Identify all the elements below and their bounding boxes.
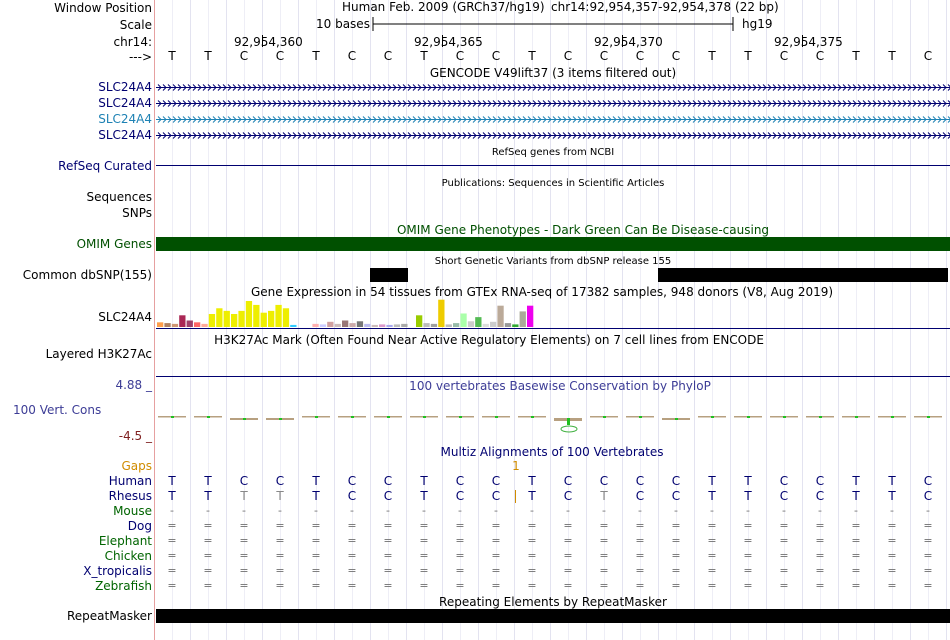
aligned-base: = (203, 579, 213, 592)
aligned-base: = (383, 579, 393, 592)
aligned-base: = (707, 564, 717, 577)
aligned-base: = (311, 564, 321, 577)
aligned-base: = (347, 519, 357, 532)
aligned-base: = (455, 549, 465, 562)
aligned-base: = (599, 564, 609, 577)
phylop-value-mark (387, 416, 390, 418)
aligned-base: = (779, 519, 789, 532)
aligned-base: = (671, 549, 681, 562)
aligned-base: = (527, 579, 537, 592)
aligned-base: C (347, 489, 357, 503)
conservation-max-label: 4.88 _ (115, 378, 152, 392)
aligned-base: = (743, 549, 753, 562)
aligned-base: = (707, 519, 717, 532)
gtex-track-label[interactable]: SLC24A4 (98, 310, 152, 324)
aligned-base: - (746, 504, 750, 517)
aligned-base: = (635, 534, 645, 547)
aligned-base: - (638, 504, 642, 517)
species-label-dog[interactable]: Dog (127, 519, 152, 533)
aligned-base: = (527, 534, 537, 547)
base-letter: T (168, 49, 176, 63)
aligned-base: = (851, 564, 861, 577)
aligned-base: = (455, 579, 465, 592)
aligned-base: - (602, 504, 606, 517)
aligned-base: - (494, 504, 498, 517)
aligned-base: = (635, 549, 645, 562)
aligned-base: C (383, 489, 393, 503)
base-letter: C (383, 49, 393, 63)
aligned-base: T (528, 489, 536, 503)
aligned-base: - (818, 504, 822, 517)
aligned-base: = (203, 519, 213, 532)
aligned-base: = (239, 534, 249, 547)
aligned-base: = (599, 534, 609, 547)
aligned-base: T (708, 489, 716, 503)
aligned-base: = (635, 564, 645, 577)
aligned-base: C (491, 489, 501, 503)
aligned-base: C (923, 474, 933, 488)
aligned-base: - (458, 504, 462, 517)
phylop-value-mark (279, 418, 282, 420)
aligned-base: = (851, 519, 861, 532)
position-text: chr14:92,954,357-92,954,378 (22 bp) (551, 0, 779, 14)
aligned-base: = (815, 564, 825, 577)
aligned-base: = (383, 519, 393, 532)
phylop-value-mark (711, 416, 714, 418)
phylop-value-mark (639, 416, 642, 418)
coord-label-4: 92,954,375 (774, 35, 843, 49)
browser-track-image[interactable] (156, 0, 950, 640)
aligned-base: T (204, 474, 212, 488)
phylop-track-title: 100 vertebrates Basewise Conservation by PhyloP (409, 379, 711, 393)
aligned-base: T (600, 489, 608, 503)
phylop-value-mark (747, 416, 750, 418)
multiz-row (156, 474, 950, 489)
aligned-base: = (527, 549, 537, 562)
aligned-base: = (599, 519, 609, 532)
aligned-base: T (708, 474, 716, 488)
omim-track-title: OMIM Gene Phenotypes - Dark Green Can Be Disease-causing (396, 223, 770, 237)
dbsnp-track-label[interactable]: Common dbSNP(155) (22, 268, 152, 282)
aligned-base: - (566, 504, 570, 517)
aligned-base: = (779, 549, 789, 562)
multiz-row (156, 489, 950, 504)
aligned-base: = (851, 579, 861, 592)
phylop-conservation-plot[interactable] (156, 0, 950, 440)
aligned-base: T (168, 489, 176, 503)
aligned-base: = (347, 579, 357, 592)
aligned-base: C (779, 474, 789, 488)
aligned-base: T (312, 474, 320, 488)
aligned-base: = (527, 564, 537, 577)
insertion-marker (515, 490, 516, 503)
aligned-base: = (815, 579, 825, 592)
base-letter: C (815, 49, 825, 63)
aligned-base: = (887, 534, 897, 547)
aligned-base: T (744, 474, 752, 488)
phylop-value-mark (927, 416, 930, 418)
multiz-track-title: Multiz Alignments of 100 Vertebrates (440, 445, 664, 459)
strand-arrow-label: ---> (128, 50, 152, 64)
refseq-track-title: RefSeq genes from NCBI (491, 147, 615, 158)
base-letter: C (239, 49, 249, 63)
aligned-base: - (314, 504, 318, 517)
aligned-base: C (671, 489, 681, 503)
aligned-base: = (455, 564, 465, 577)
aligned-base: = (203, 549, 213, 562)
phylop-value-mark (675, 418, 678, 420)
aligned-base: = (815, 549, 825, 562)
aligned-base: = (419, 564, 429, 577)
phylop-value-mark (531, 416, 534, 418)
aligned-base: = (491, 564, 501, 577)
aligned-base: T (852, 474, 860, 488)
sequences-track-label[interactable]: Sequences (86, 190, 152, 204)
aligned-base: = (923, 549, 933, 562)
aligned-base: T (744, 489, 752, 503)
repeatmasker-track-label[interactable]: RepeatMasker (66, 609, 152, 623)
aligned-base: T (168, 474, 176, 488)
species-label-human[interactable]: Human (108, 474, 152, 488)
aligned-base: = (887, 549, 897, 562)
coord-label-3: 92,954,370 (594, 35, 663, 49)
species-label-zebrafish[interactable]: Zebrafish (95, 579, 152, 593)
aligned-base: = (491, 534, 501, 547)
base-letter: T (708, 49, 716, 63)
aligned-base: C (455, 474, 465, 488)
aligned-base: C (779, 489, 789, 503)
aligned-base: = (887, 579, 897, 592)
base-letter: T (204, 49, 212, 63)
aligned-base: = (815, 519, 825, 532)
gtex-track-title: Gene Expression in 54 tissues from GTEx RNA-seq of 17382 samples, 948 donors (V8, Aug 2019) (250, 285, 834, 299)
h3k27ac-track-title: H3K27Ac Mark (Often Found Near Active Regulatory Elements) on 7 cell lines from ENCODE (214, 333, 764, 347)
aligned-base: = (347, 534, 357, 547)
aligned-base: C (923, 489, 933, 503)
aligned-base: = (419, 579, 429, 592)
aligned-base: = (563, 564, 573, 577)
aligned-base: - (170, 504, 174, 517)
phylop-value-mark (243, 418, 246, 420)
phylop-value-mark (891, 416, 894, 418)
aligned-base: = (491, 519, 501, 532)
phylop-value-mark (351, 416, 354, 418)
aligned-base: = (275, 549, 285, 562)
aligned-base: - (278, 504, 282, 517)
aligned-base: = (311, 579, 321, 592)
base-letter: C (491, 49, 501, 63)
base-letter: C (923, 49, 933, 63)
phylop-value-mark (171, 416, 174, 418)
aligned-base: = (671, 579, 681, 592)
aligned-base: = (743, 579, 753, 592)
aligned-base: = (599, 579, 609, 592)
aligned-base: = (563, 519, 573, 532)
phylop-value-mark (207, 416, 210, 418)
aligned-base: = (779, 534, 789, 547)
phylop-value-mark (459, 416, 462, 418)
conservation-track-label[interactable]: 100 Vert. Cons (13, 403, 102, 417)
gencode-track-title: GENCODE V49lift37 (3 items filtered out) (429, 66, 677, 80)
aligned-base: = (311, 534, 321, 547)
aligned-base: T (420, 489, 428, 503)
multiz-row (156, 579, 950, 594)
repeatmasker-track-title: Repeating Elements by RepeatMasker (439, 595, 667, 609)
aligned-base: = (491, 579, 501, 592)
coord-label-1: 92,954,360 (234, 35, 303, 49)
aligned-base: T (420, 474, 428, 488)
conservation-min-label: -4.5 _ (118, 429, 152, 443)
aligned-base: = (707, 534, 717, 547)
aligned-base: = (239, 579, 249, 592)
chrom-label: chr14: (113, 35, 152, 49)
aligned-base: - (674, 504, 678, 517)
gencode-item-label-3[interactable]: SLC24A4 (98, 112, 152, 126)
window-position-label: Window Position (54, 1, 152, 15)
aligned-base: = (923, 534, 933, 547)
aligned-base: - (926, 504, 930, 517)
phylop-value-mark (315, 416, 318, 418)
aligned-base: = (239, 519, 249, 532)
aligned-base: C (239, 474, 249, 488)
aligned-base: = (779, 579, 789, 592)
aligned-base: T (204, 489, 212, 503)
aligned-base: = (707, 579, 717, 592)
aligned-base: = (671, 534, 681, 547)
refseq-track-label[interactable]: RefSeq Curated (58, 159, 152, 173)
aligned-base: = (239, 564, 249, 577)
aligned-base: = (599, 549, 609, 562)
aligned-base: = (275, 534, 285, 547)
aligned-base: = (167, 564, 177, 577)
aligned-base: = (203, 564, 213, 577)
aligned-base: T (276, 489, 284, 503)
publications-track-title: Publications: Sequences in Scientific Articles (441, 178, 665, 189)
aligned-base: = (167, 534, 177, 547)
base-letter: C (635, 49, 645, 63)
aligned-base: T (888, 474, 896, 488)
aligned-base: C (383, 474, 393, 488)
species-label-elephant[interactable]: Elephant (98, 534, 152, 548)
aligned-base: = (275, 564, 285, 577)
aligned-base: = (563, 579, 573, 592)
aligned-base: C (635, 489, 645, 503)
phylop-value-mark (423, 416, 426, 418)
aligned-base: = (167, 549, 177, 562)
aligned-base: C (815, 489, 825, 503)
aligned-base: = (419, 549, 429, 562)
aligned-base: - (530, 504, 534, 517)
gencode-item-label-4[interactable]: SLC24A4 (98, 128, 152, 142)
aligned-base: - (422, 504, 426, 517)
aligned-base: - (386, 504, 390, 517)
multiz-row (156, 519, 950, 534)
aligned-base: C (815, 474, 825, 488)
aligned-base: - (854, 504, 858, 517)
aligned-base: = (887, 564, 897, 577)
aligned-base: = (563, 549, 573, 562)
gaps-label: Gaps (121, 459, 152, 473)
base-letter: T (744, 49, 752, 63)
aligned-base: = (275, 519, 285, 532)
aligned-base: T (888, 489, 896, 503)
scale-bar-text: 10 bases (316, 17, 370, 31)
aligned-base: = (851, 549, 861, 562)
aligned-base: = (635, 519, 645, 532)
aligned-base: = (419, 519, 429, 532)
aligned-base: = (815, 534, 825, 547)
aligned-base: = (383, 564, 393, 577)
aligned-base: = (887, 519, 897, 532)
gencode-item-label-1[interactable]: SLC24A4 (98, 80, 152, 94)
species-label-mouse[interactable]: Mouse (113, 504, 152, 518)
aligned-base: C (347, 474, 357, 488)
h3k27ac-track-label[interactable]: Layered H3K27Ac (45, 347, 152, 361)
phylop-value-mark (495, 416, 498, 418)
aligned-base: = (527, 519, 537, 532)
base-letter: C (671, 49, 681, 63)
aligned-base: T (528, 474, 536, 488)
aligned-base: = (491, 549, 501, 562)
aligned-base: - (782, 504, 786, 517)
assembly-text: Human Feb. 2009 (GRCh37/hg19) (342, 0, 545, 14)
aligned-base: = (743, 564, 753, 577)
base-letter: C (455, 49, 465, 63)
aligned-base: = (239, 549, 249, 562)
base-letter: C (275, 49, 285, 63)
aligned-base: C (563, 489, 573, 503)
aligned-base: = (671, 564, 681, 577)
multiz-insert-count: 1 (512, 459, 520, 473)
multiz-row (156, 564, 950, 579)
aligned-base: = (707, 549, 717, 562)
base-letter: T (888, 49, 896, 63)
aligned-base: - (206, 504, 210, 517)
aligned-base: T (240, 489, 248, 503)
aligned-base: = (743, 519, 753, 532)
phylop-outlier-mark (561, 426, 577, 432)
repeatmasker-bar[interactable] (156, 609, 950, 623)
aligned-base: - (890, 504, 894, 517)
snps-track-label[interactable]: SNPs (122, 206, 152, 220)
base-letter: T (420, 49, 428, 63)
aligned-base: = (383, 549, 393, 562)
aligned-base: - (350, 504, 354, 517)
aligned-base: C (671, 474, 681, 488)
omim-track-label[interactable]: OMIM Genes (76, 237, 152, 251)
aligned-base: = (203, 534, 213, 547)
aligned-base: = (419, 534, 429, 547)
aligned-base: T (852, 489, 860, 503)
aligned-base: C (455, 489, 465, 503)
aligned-base: C (599, 474, 609, 488)
aligned-base: = (347, 549, 357, 562)
aligned-base: C (635, 474, 645, 488)
base-letter: C (779, 49, 789, 63)
aligned-base: = (455, 519, 465, 532)
aligned-base: = (563, 534, 573, 547)
phylop-value-mark (855, 416, 858, 418)
aligned-base: C (491, 474, 501, 488)
aligned-base: = (671, 519, 681, 532)
base-letter: T (528, 49, 536, 63)
coord-label-2: 92,954,365 (414, 35, 483, 49)
aligned-base: = (923, 564, 933, 577)
aligned-base: = (923, 579, 933, 592)
phylop-value-mark (783, 416, 786, 418)
aligned-base: = (311, 519, 321, 532)
aligned-base: = (635, 579, 645, 592)
species-label-x-tropicalis[interactable]: X_tropicalis (83, 564, 152, 578)
aligned-base: = (743, 534, 753, 547)
base-letter: T (852, 49, 860, 63)
aligned-base: = (779, 564, 789, 577)
phylop-value-mark (603, 416, 606, 418)
phylop-value-mark (819, 416, 822, 418)
aligned-base: = (383, 534, 393, 547)
multiz-row (156, 534, 950, 549)
aligned-base: = (311, 549, 321, 562)
phylop-value-mark (567, 418, 570, 425)
multiz-row (156, 549, 950, 564)
aligned-base: = (851, 534, 861, 547)
aligned-base: = (275, 579, 285, 592)
aligned-base: = (167, 579, 177, 592)
species-label-rhesus[interactable]: Rhesus (108, 489, 152, 503)
scale-label: Scale (119, 18, 152, 32)
base-letter: C (347, 49, 357, 63)
label-divider (154, 0, 155, 640)
base-letter: C (563, 49, 573, 63)
aligned-base: T (312, 489, 320, 503)
multiz-row (156, 504, 950, 519)
aligned-base: - (710, 504, 714, 517)
scale-db-text: hg19 (742, 17, 773, 31)
aligned-base: = (347, 564, 357, 577)
aligned-base: = (455, 534, 465, 547)
dbsnp-track-title: Short Genetic Variants from dbSNP release 155 (434, 256, 672, 267)
aligned-base: = (923, 519, 933, 532)
aligned-base: = (167, 519, 177, 532)
aligned-base: - (242, 504, 246, 517)
aligned-base: C (275, 474, 285, 488)
base-letter: T (312, 49, 320, 63)
base-letter: C (599, 49, 609, 63)
gencode-item-label-2[interactable]: SLC24A4 (98, 96, 152, 110)
aligned-base: C (563, 474, 573, 488)
species-label-chicken[interactable]: Chicken (104, 549, 152, 563)
